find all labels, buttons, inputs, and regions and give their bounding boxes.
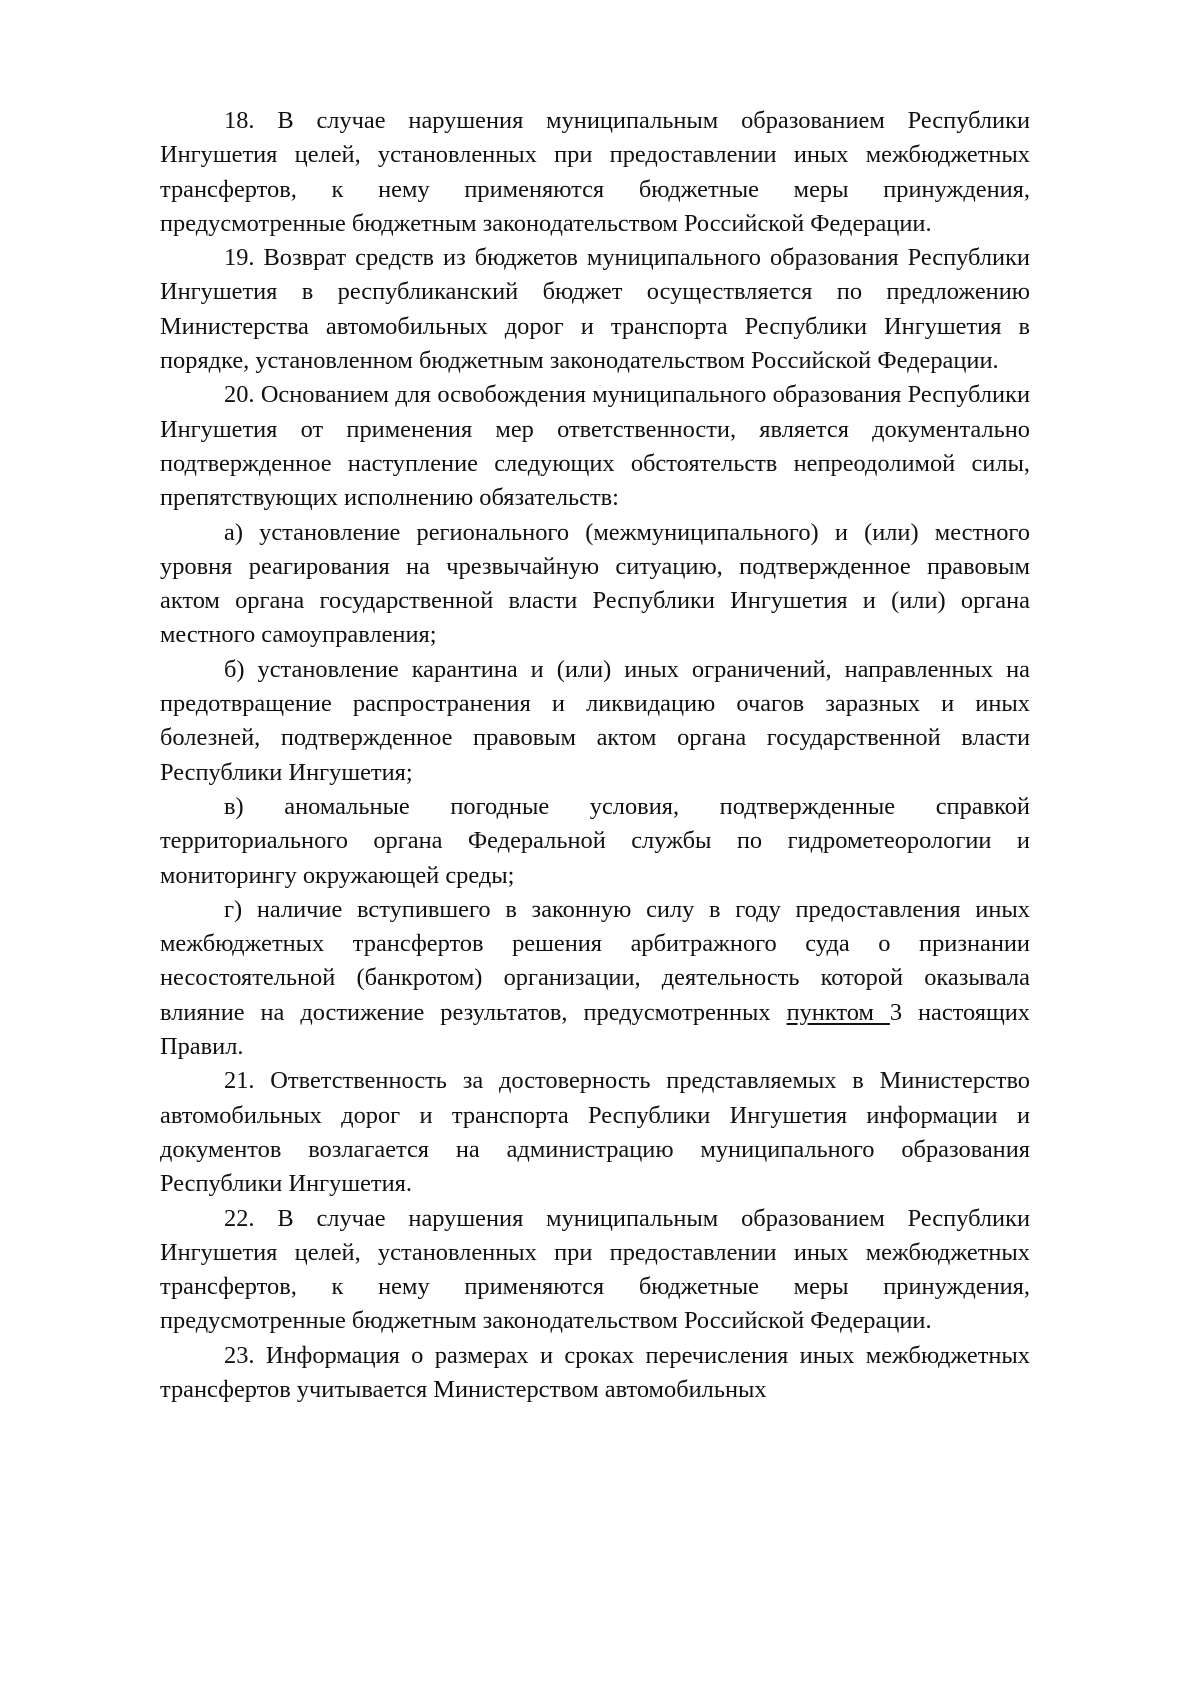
paragraph-20-item-a: а) установление регионального (межмуниципального) и (или) местного уровня реагирования на чрезвычайную ситуацию, подтвержденное правовым актом органа государственной власти Республики Ингушетия и (или) органа местного самоуправления; bbox=[160, 518, 1030, 649]
paragraph-19: 19. Возврат средств из бюджетов муниципального образования Республики Ингушетия в республиканский бюджет осуществляется по предложению Министерства автомобильных дорог и транспорта Республики Ингушетия в порядке, установленном бюджетным законодательством Российской Федерации. bbox=[160, 244, 1030, 375]
paragraph-20-item-v: в) аномальные погодные условия, подтвержденные справкой территориального органа Федеральной службы по гидрометеорологии и мониторингу окружающей среды; bbox=[160, 792, 1030, 889]
paragraph-20-item-g-text-before: г) наличие вступившего в законную силу в году предоставления иных межбюджетных трансфертов решения арбитражного суда о признании несостоятельной (банкротом) организации, деятельность которой оказывала влияние на достижение результатов, предусмотренных bbox=[160, 895, 1030, 1026]
paragraph-21: 21. Ответственность за достоверность представляемых в Министерство автомобильных дорог и транспорта Республики Ингушетия информации и документов возлагается на администрацию муниципального образования Республики Ингушетия. bbox=[160, 1067, 1030, 1198]
paragraph-18: 18. В случае нарушения муниципальным образованием Республики Ингушетия целей, установленных при предоставлении иных межбюджетных трансфертов, к нему применяются бюджетные меры принуждения, предусмотренные бюджетным законодательством Российской Федерации. bbox=[160, 107, 1030, 237]
item-reference-link[interactable]: пунктом bbox=[786, 998, 890, 1026]
paragraph-22: 22. В случае нарушения муниципальным образованием Республики Ингушетия целей, установленных при предоставлении иных межбюджетных трансфертов, к нему применяются бюджетные меры принуждения, предусмотренные бюджетным законодательством Российской Федерации. bbox=[160, 1204, 1030, 1335]
paragraph-20-item-b: б) установление карантина и (или) иных ограничений, направленных на предотвращение распространения и ликвидацию очагов заразных и иных болезней, подтвержденное правовым актом органа государственной власти Республики Ингушетия; bbox=[160, 655, 1030, 786]
document-body bbox=[160, 104, 1030, 1407]
paragraph-20-item-g-text-after: 3 настоящих Правил. bbox=[160, 998, 1030, 1061]
paragraph-20-item-g bbox=[160, 893, 1030, 1064]
paragraph-23: 23. Информация о размерах и сроках перечисления иных межбюджетных трансфертов учитывается Министерством автомобильных bbox=[160, 1341, 1030, 1403]
paragraph-20: 20. Основанием для освобождения муниципального образования Республики Ингушетия от применения мер ответственности, является документально подтвержденное наступление следующих обстоятельств непреодолимой силы, препятствующих исполнению обязательств: bbox=[160, 381, 1030, 512]
